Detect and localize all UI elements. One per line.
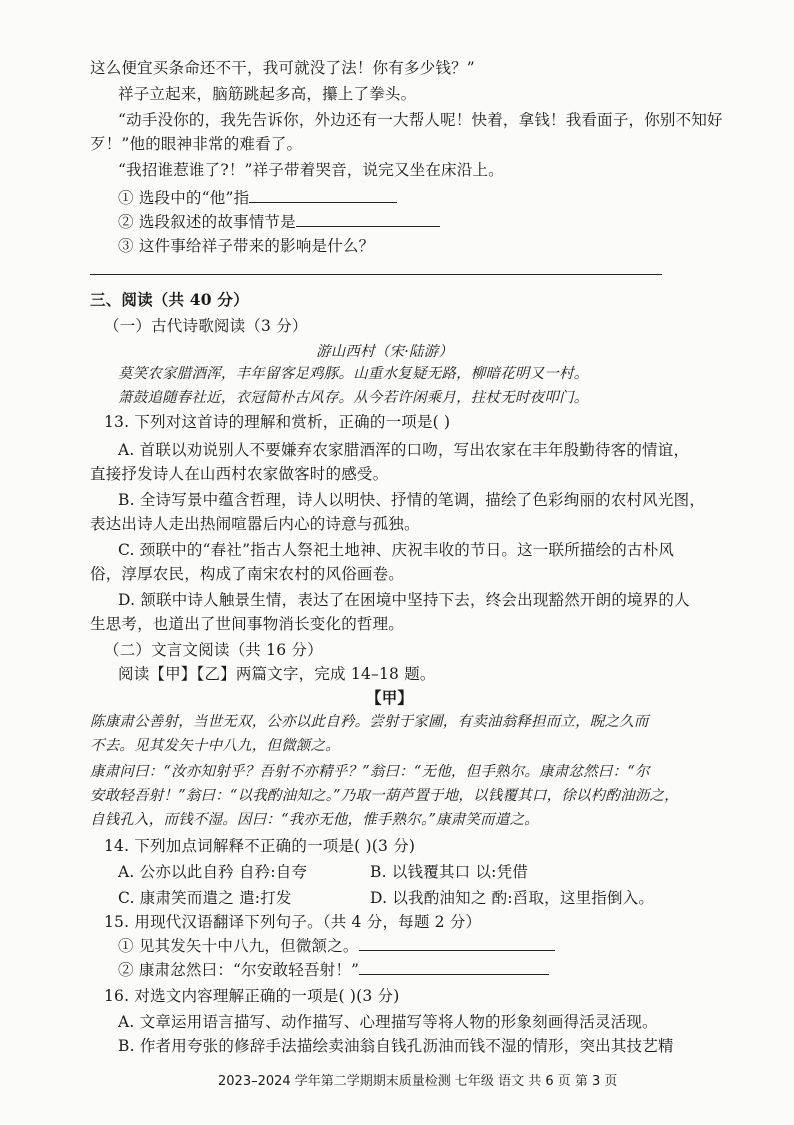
poetry-subheading: （一）古代诗歌阅读（3 分） — [104, 317, 308, 335]
classical-subheading: （二）文言文阅读（共 16 分） — [104, 641, 323, 659]
question-13: 13. 下列对这首诗的理解和赏析，正确的一项是( ) — [104, 413, 451, 431]
answer-blank[interactable] — [359, 936, 555, 951]
story-line-2: 祥子立起来，脑筋跳起多高，攥上了拳头。 — [118, 85, 417, 103]
passage-line-5: 自钱孔入，而钱不湿。因曰：“我亦无他，惟手熟尔。”康肃笑而遣之。 — [90, 812, 539, 828]
option-13c: C. 颈联中的“春社”指古人祭祀土地神、庆祝丰收的节日。这一联所描绘的古朴风 — [118, 541, 675, 559]
question-1 — [118, 188, 397, 208]
question-2 — [118, 212, 440, 232]
question-2-text: ② 选段叙述的故事情节是 — [118, 213, 296, 231]
passage-line-1: 陈康肃公善射，当世无双，公亦以此自矜。尝射于家圃，有卖油翁释担而立，睨之久而 — [90, 714, 649, 730]
question-15-1 — [118, 936, 555, 956]
story-line-3: “动手没你的，我先告诉你，外边还有一大帮人呢！快着，拿钱！我看面子，你别不知好 — [118, 111, 723, 129]
option-13a-cont: 直接抒发诗人在山西村农家做客时的感受。 — [90, 465, 389, 483]
answer-blank[interactable] — [296, 212, 440, 227]
poem-line-1: 莫笑农家腊酒浑，丰年留客足鸡豚。山重水复疑无路，柳暗花明又一村。 — [118, 366, 589, 382]
option-13b: B. 全诗写景中蕴含哲理，诗人以明快、抒情的笔调，描绘了色彩绚丽的农村风光图， — [118, 491, 706, 509]
question-15-1-text: ① 见其发矢十中八九，但微颔之。 — [118, 937, 359, 955]
poem-line-2: 箫鼓追随春社近，衣冠简朴古风存。从今若许闲乘月，拄杖无时夜叩门。 — [118, 390, 589, 406]
option-13c-cont: 俗，淳厚农民，构成了南宋农村的风俗画卷。 — [90, 565, 405, 583]
section-3-heading: 三、阅读（共 40 分） — [90, 290, 249, 309]
option-16b: B. 作者用夸张的修辞手法描绘卖油翁自钱孔沥油而钱不湿的情形，突出其技艺精 — [118, 1037, 674, 1055]
option-14a: A. 公亦以此自矜 自矜:自夸 — [118, 863, 308, 881]
option-14b: B. 以钱覆其口 以:凭借 — [370, 863, 528, 881]
page-footer: 2023–2024 学年第二学期期末质量检测 七年级 语文 共 6 页 第 3 页 — [218, 1074, 618, 1089]
answer-line[interactable] — [90, 274, 662, 275]
option-16a: A. 文章运用语言描写、动作描写、心理描写等将人物的形象刻画得活灵活现。 — [118, 1013, 658, 1031]
question-1-text: ① 选段中的“他”指 — [118, 189, 250, 207]
passage-line-3: 康肃问曰：“汝亦知射乎？吾射不亦精乎？”翁曰：“无他，但手熟尔。康肃忿然曰：“尔 — [90, 764, 650, 780]
story-line-5: “我招谁惹谁了?！”祥子带着哭音，说完又坐在床沿上。 — [118, 161, 504, 179]
question-3: ③ 这件事给祥子带来的影响是什么？ — [118, 237, 375, 255]
option-13d: D. 颔联中诗人触景生情，表达了在困境中坚持下去，终会出现豁然开朗的境界的人 — [118, 591, 690, 609]
story-line-1: 这么便宜买条命还不干，我可就没了法！你有多少钱？” — [90, 59, 475, 77]
question-15-2-text: ② 康肃忿然曰：“尔安敢轻吾射！” — [118, 961, 360, 979]
question-15: 15. 用现代汉语翻译下列句子。（共 4 分，每题 2 分） — [104, 913, 482, 931]
story-line-4: 歹！”他的眼神非常的难看了。 — [90, 135, 303, 153]
passage-jia-label: 【甲】 — [366, 688, 414, 707]
question-16: 16. 对选文内容理解正确的一项是( )(3 分) — [104, 987, 400, 1005]
option-14d: D. 以我酌油知之 酌:舀取，这里指倒入。 — [370, 889, 655, 907]
option-13d-cont: 生思考，也道出了世间事物消长变化的哲理。 — [90, 615, 405, 633]
passage-line-4: 安敢轻吾射！”翁曰：“以我酌油知之。”乃取一葫芦置于地，以钱覆其口，徐以杓酌油沥之， — [90, 788, 679, 804]
answer-blank[interactable] — [249, 188, 397, 203]
classical-intro: 阅读【甲】【乙】两篇文字，完成 14–18 题。 — [118, 665, 436, 683]
option-14c: C. 康肃笑而遣之 遣:打发 — [118, 889, 292, 907]
question-14: 14. 下列加点词解释不正确的一项是( )(3 分) — [104, 837, 416, 855]
question-15-2 — [118, 960, 549, 980]
poem-title: 游山西村（宋·陆游） — [316, 344, 454, 360]
option-13a: A. 首联以劝说别人不要嫌弃农家腊酒浑的口吻，写出农家在丰年殷勤待客的情谊， — [118, 441, 690, 459]
option-13b-cont: 表达出诗人走出热闹喧嚣后内心的诗意与孤独。 — [90, 515, 420, 533]
answer-blank[interactable] — [359, 960, 549, 975]
passage-line-2: 不去。见其发矢十中八九，但微颔之。 — [90, 738, 340, 754]
